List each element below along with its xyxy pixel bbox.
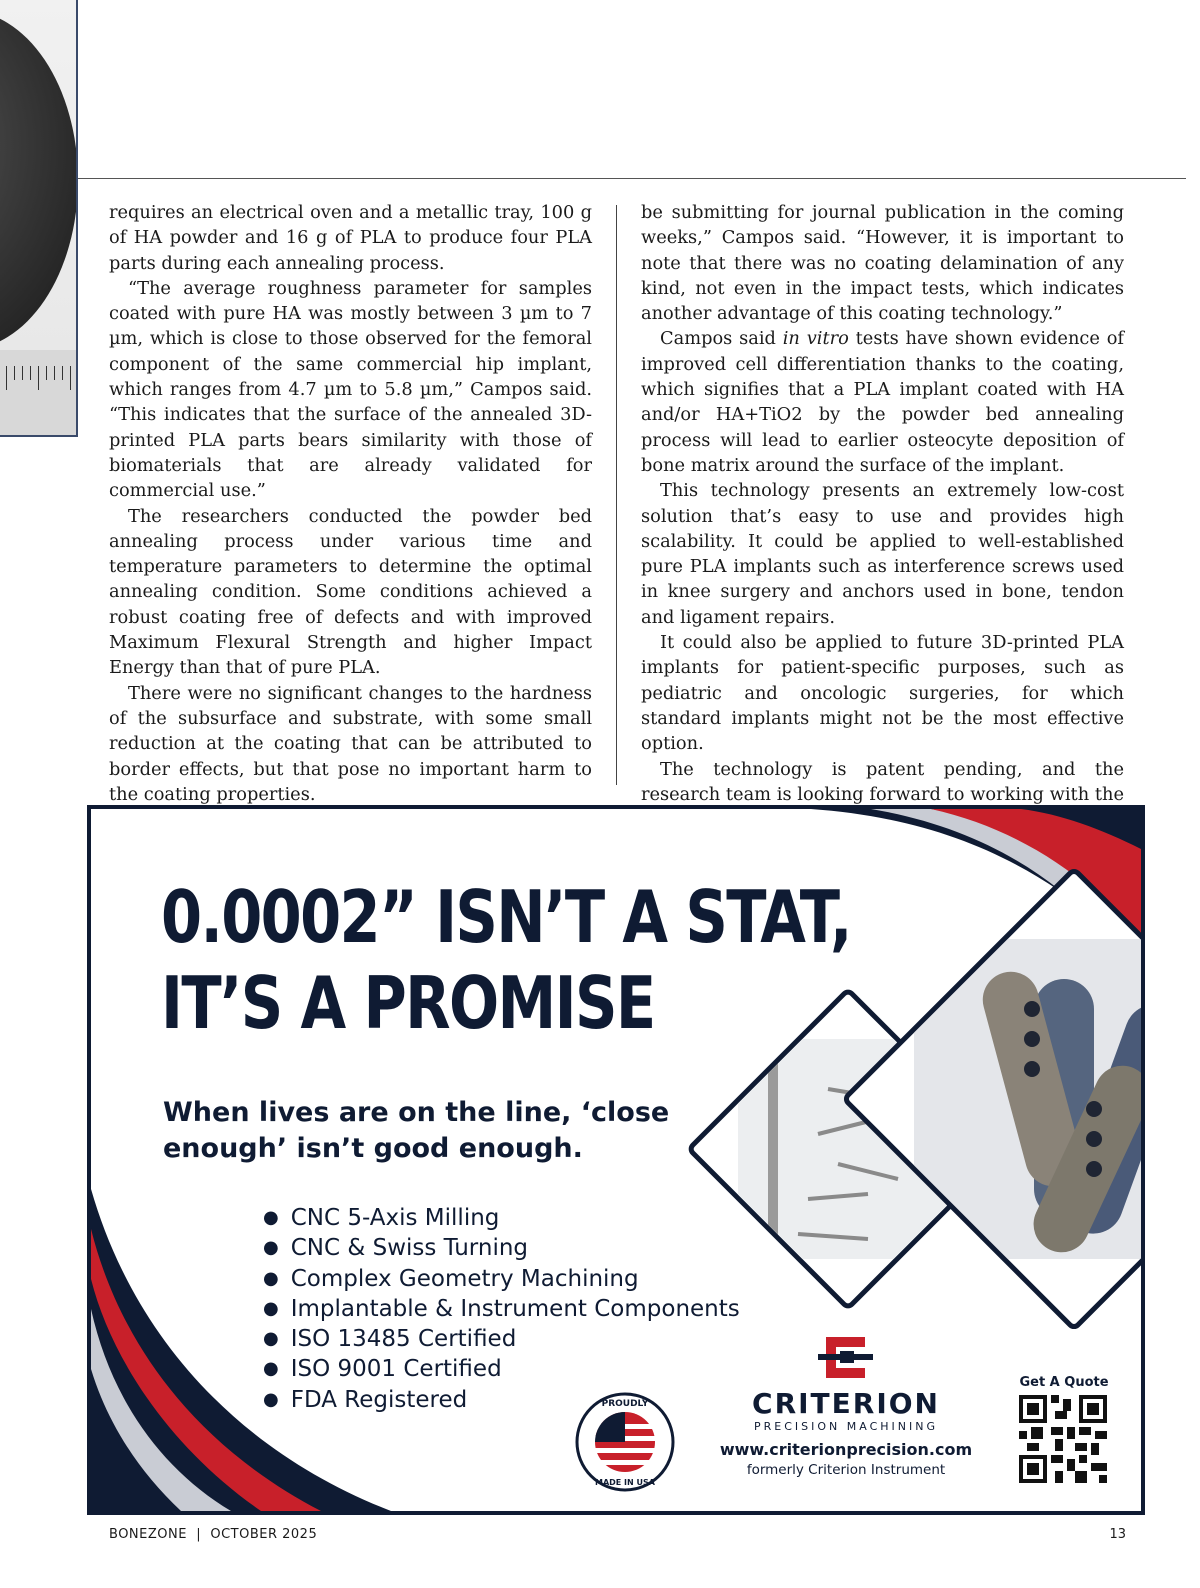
- article-column-left: [109, 200, 592, 858]
- text: Campos said: [660, 328, 783, 350]
- get-quote-label: Get A Quote: [1019, 1375, 1109, 1390]
- list-item: ● CNC & Swiss Turning: [263, 1234, 740, 1264]
- ruler-image: [0, 350, 78, 437]
- qr-code-icon[interactable]: [1019, 1395, 1107, 1483]
- headline-line-2: IT’S A PROMISE: [161, 961, 655, 1045]
- list-item: ● FDA Registered: [263, 1386, 740, 1416]
- list-item: ● ISO 13485 Certified: [263, 1325, 740, 1355]
- top-divider: [78, 178, 1186, 179]
- text: tests have shown evidence of improved cell differentiation thanks to the coating, which signifies that a PLA implant coated with HA and/or HA+TiO2 by the powder bed annealing process will lead to earlier osteocyte deposition of bone matrix around the surface of the implant.: [641, 328, 1125, 476]
- made-in-usa-seal-icon: [575, 1392, 675, 1492]
- list-item: ● Complex Geometry Machining: [263, 1265, 740, 1295]
- list-item: ● CNC 5-Axis Milling: [263, 1204, 740, 1234]
- formerly-note: formerly Criterion Instrument: [746, 1462, 946, 1478]
- website-link[interactable]: www.criterionprecision.com: [719, 1440, 973, 1459]
- paragraph: be submitting for journal publication in the coming weeks,” Campos said. “However, it is important to note that there was no coating delamination of any kind, not even in the impact tests, which indicates another advantage of this coating technology.”: [641, 202, 1124, 325]
- capabilities-list: [263, 1204, 740, 1416]
- paragraph: “The average roughness parameter for samples coated with pure HA was mostly between 3 µm to 7 µm, which is close to those observed for the femoral component of the same commercial hip implant, which ranges from 4.7 µm to 5.8 µm,” Campos said. “This indicates that the surface of the annealed 3D-printed PLA parts bears similarity with those of biomaterials that are already validated for commercial use.”: [109, 277, 592, 502]
- headline-line-1: 0.0002” ISN’T A STAT,: [161, 875, 851, 959]
- article-photo: [0, 0, 78, 437]
- advertisement[interactable]: [87, 805, 1145, 1515]
- brand-subtitle: PRECISION MACHINING: [753, 1420, 938, 1433]
- paragraph: This technology presents an extremely low-cost solution that’s easy to use and provides high scalability. It could be applied to well-established pure PLA implants such as interference screws used in knee surgery and anchors used in bone, tendon and ligament repairs.: [641, 480, 1124, 628]
- article-column-right: [641, 200, 1124, 832]
- paragraph: The researchers conducted the powder bed annealing process under various time and temperature parameters to determine the optimal annealing condition. Some conditions achieved a robust coating free of defects and with improved Maximum Flexural Strength and higher Impact Energy than that of pure PLA.: [109, 505, 592, 679]
- column-divider: [616, 205, 617, 785]
- list-item: ● Implantable & Instrument Components: [263, 1295, 740, 1325]
- list-item: ● ISO 9001 Certified: [263, 1355, 740, 1385]
- paragraph: requires an electrical oven and a metallic tray, 100 g of HA powder and 16 g of PLA to produce four PLA parts during each annealing process.: [109, 202, 592, 274]
- text: The technology is patent pending, and the research team is looking forward to working with the: [641, 758, 1124, 805]
- seal-top-text: PROUDLY: [601, 1399, 649, 1409]
- paragraph: It could also be applied to future 3D-printed PLA implants for patient-specific purposes, such as pediatric and oncologic surgeries, for which standard implants might not be the most effective option.: [641, 632, 1124, 755]
- criterion-logo-icon: [818, 1335, 873, 1380]
- page-number: 13: [1109, 1527, 1126, 1542]
- paragraph: There were no significant changes to the hardness of the subsurface and substrate, with some small reduction at the coating that can be attributed to border effects, but that pose no important harm to the coating properties.: [109, 682, 592, 805]
- seal-bottom-text: MADE IN USA: [595, 1478, 655, 1487]
- ad-headline: [161, 874, 851, 1046]
- ad-subhead: When lives are on the line, ‘close enough’ isn’t good enough.: [163, 1097, 670, 1164]
- brand-name: CRITERION: [752, 1387, 940, 1420]
- publication-footer: BONEZONE | OCTOBER 2025: [109, 1527, 318, 1542]
- italic-text: in vitro: [782, 328, 849, 350]
- paragraph: [641, 326, 1124, 478]
